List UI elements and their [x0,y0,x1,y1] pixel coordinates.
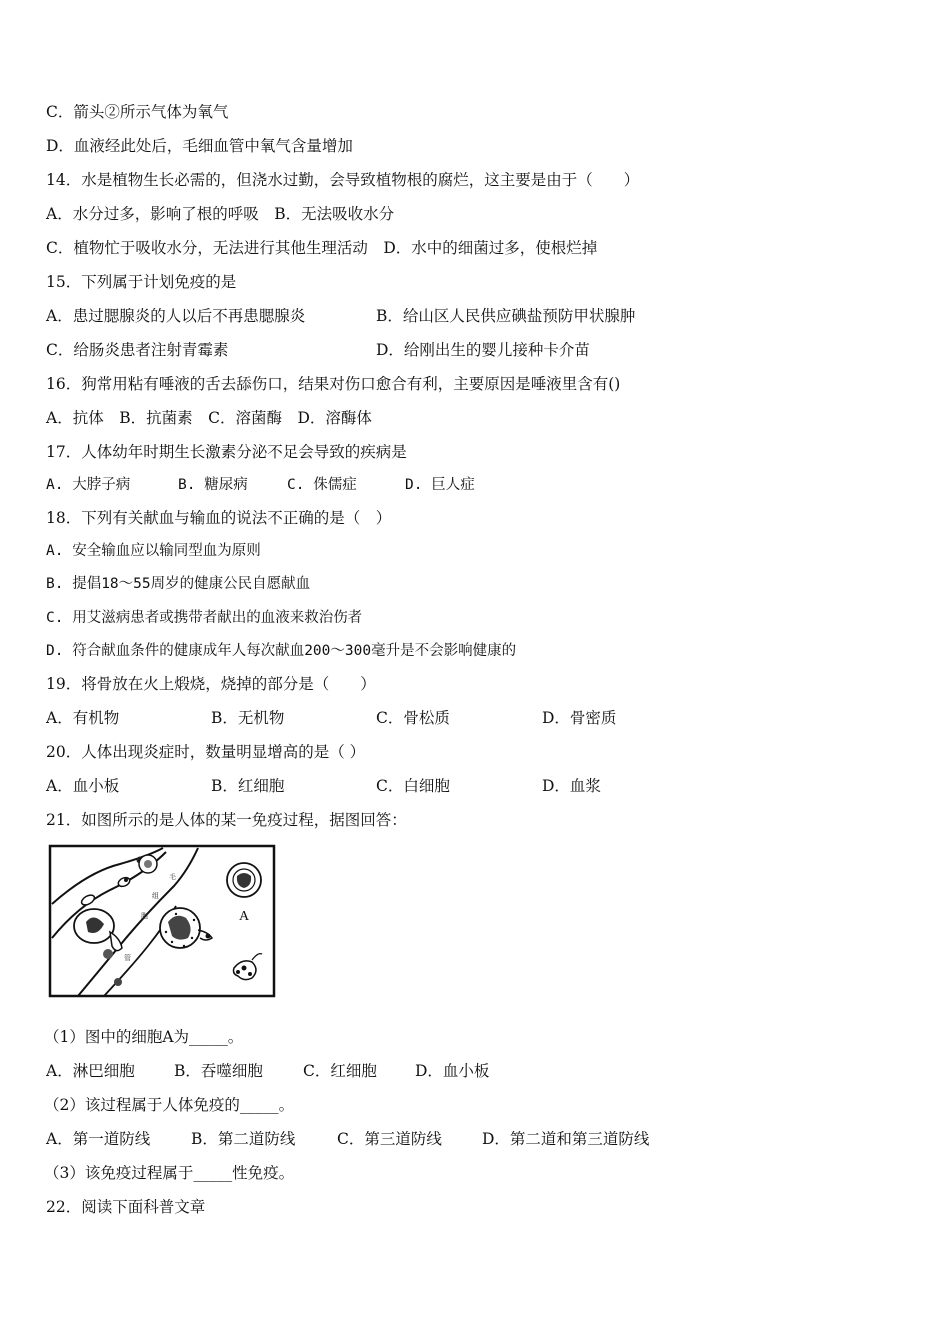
q15-stem: 15．下列属于计划免疫的是 [46,273,237,291]
q20-option-d[interactable]: D．血浆 [542,777,601,795]
q21-sub1-option-a[interactable]: A．淋巴细胞 [46,1062,135,1080]
q20-stem: 20．人体出现炎症时，数量明显增高的是（ ） [46,743,366,761]
q18-option-d[interactable]: D. 符合献血条件的健康成年人每次献血200～300毫升是不会影响健康的 [46,643,517,659]
bacterium [242,966,247,971]
q18-option-b[interactable]: B. 提倡18～55周岁的健康公民自愿献血 [46,576,311,592]
bacterium-dot [103,949,113,959]
q20-option-b[interactable]: B．红细胞 [211,777,285,795]
q19-option-a[interactable]: A．有机物 [46,709,120,727]
q17-option-a[interactable]: A. 大脖子病 [46,477,131,493]
bacterium [206,934,211,939]
q16-options[interactable]: A．抗体 B．抗菌素 C．溶菌酶 D．溶酶体 [46,409,372,427]
q21-sub2-option-d[interactable]: D．第二道和第三道防线 [482,1130,650,1148]
cell-a-label: A [239,909,250,924]
q15-option-d[interactable]: D．给刚出生的婴儿接种卡介苗 [376,341,590,359]
q21-sub2-option-c[interactable]: C．第三道防线 [337,1130,442,1148]
q13-option-d[interactable]: D．血液经此处后，毛细血管中氧气含量增加 [46,137,353,155]
q20-option-c[interactable]: C．白细胞 [376,777,450,795]
q21-stem: 21．如图所示的是人体的某一免疫过程，据图回答： [46,811,407,829]
immune-diagram [48,842,276,998]
q14-options-ab[interactable]: A．水分过多，影响了根的呼吸 B．无法吸收水分 [46,205,395,223]
bacterium-dot [114,978,122,986]
q22-stem: 22．阅读下面科普文章 [46,1198,206,1216]
q21-sub2: （2）该过程属于人体免疫的_____。 [44,1096,295,1114]
immune-process-figure [48,842,276,998]
q21-sub1-option-d[interactable]: D．血小板 [415,1062,490,1080]
q17-stem: 17．人体幼年时期生长激素分泌不足会导致的疾病是 [46,443,407,461]
q18-option-c[interactable]: C. 用艾滋病患者或携带者献出的血液来救治伤者 [46,610,363,626]
q19-stem: 19．将骨放在火上煅烧，烧掉的部分是（ ） [46,675,376,693]
bacterium [248,972,252,976]
cell-nucleus [144,860,152,868]
q14-stem: 14．水是植物生长必需的，但浇水过勤，会导致植物根的腐烂，这主要是由于（ ） [46,171,640,189]
q15-option-b[interactable]: B．给山区人民供应碘盐预防甲状腺肿 [376,307,636,325]
q14-options-cd[interactable]: C．植物忙于吸收水分，无法进行其他生理活动 D．水中的细菌过多，使根烂掉 [46,239,598,257]
q19-option-d[interactable]: D．骨密质 [542,709,617,727]
q21-sub2-option-b[interactable]: B．第二道防线 [191,1130,296,1148]
q19-option-b[interactable]: B．无机物 [211,709,285,727]
q13-option-c[interactable]: C．箭头②所示气体为氧气 [46,103,229,121]
q21-sub3: （3）该免疫过程属于_____性免疫。 [44,1164,295,1182]
q16-stem: 16．狗常用粘有唾液的舌去舔伤口，结果对伤口愈合有利，主要原因是唾液里含有() [46,375,621,393]
q21-sub1: （1）图中的细胞A为_____。 [44,1028,244,1046]
q17-option-c[interactable]: C. 侏儒症 [287,477,357,493]
q20-option-a[interactable]: A．血小板 [46,777,120,795]
q15-option-c[interactable]: C．给肠炎患者注射青霉素 [46,341,229,359]
q17-option-b[interactable]: B. 糖尿病 [178,477,248,493]
q17-option-d[interactable]: D. 巨人症 [405,477,475,493]
q18-stem: 18．下列有关献血与输血的说法不正确的是（ ） [46,509,392,527]
figure-small-label: 组 [152,892,159,900]
q18-option-a[interactable]: A. 安全输血应以输同型血为原则 [46,543,261,559]
q19-option-c[interactable]: C．骨松质 [376,709,450,727]
q21-sub1-option-b[interactable]: B．吞噬细胞 [174,1062,263,1080]
q21-sub2-option-a[interactable]: A．第一道防线 [46,1130,151,1148]
q21-sub1-option-c[interactable]: C．红细胞 [303,1062,377,1080]
figure-small-label: 毛 [169,873,176,881]
figure-small-label: 管 [124,954,131,962]
bacterium [236,970,240,974]
figure-small-label: 胞 [141,912,148,920]
cell-dot [124,878,128,882]
q15-option-a[interactable]: A．患过腮腺炎的人以后不再患腮腺炎 [46,307,306,325]
